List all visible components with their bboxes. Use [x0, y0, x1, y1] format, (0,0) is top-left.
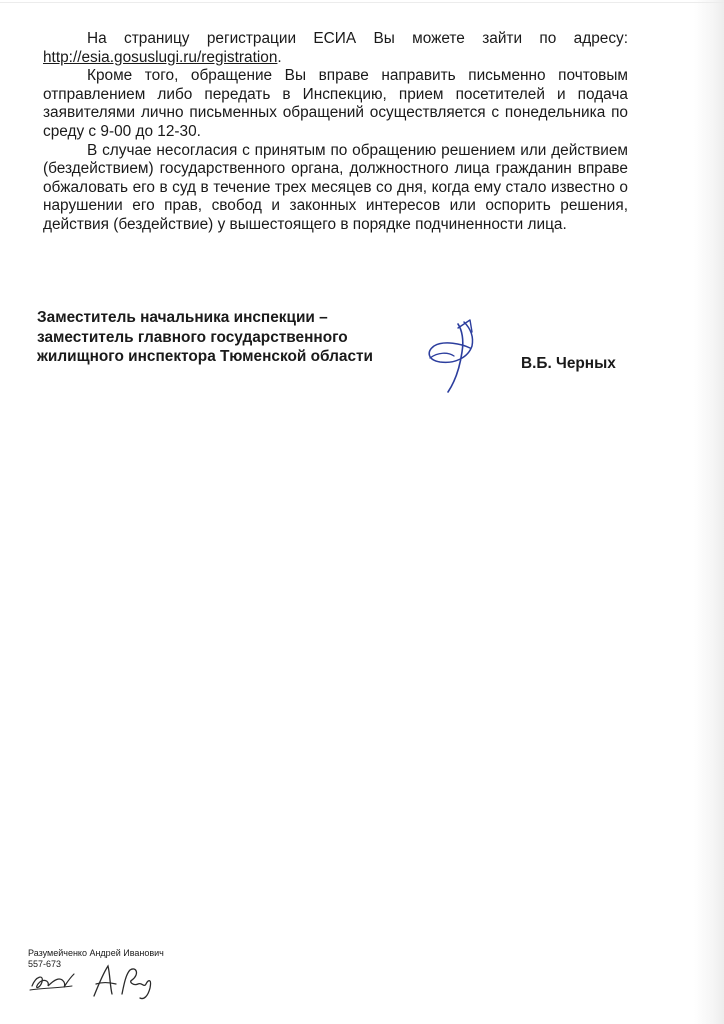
paragraph-registration-end: . — [277, 48, 282, 66]
scan-edge-shadow — [694, 0, 724, 1024]
paragraph-registration — [43, 30, 628, 67]
signer-position-line-3: жилищного инспектора Тюменской области — [37, 348, 374, 365]
signer-position — [37, 308, 377, 367]
paragraph-appeal: В случае несогласия с принятым по обращению решением или действием (бездействием) государственного органа, должностного лица гражданин вправе обжаловать его в суд в течение трех месяцев со дня, когда ему стало известно о нарушении его прав, свобод и законных интересов или оспорить решения, действия (бездействие) у вышестоящего в порядке подчиненности лица. — [43, 141, 628, 233]
executor-signature — [88, 962, 158, 1002]
executor-phone: 557-673 — [28, 959, 62, 969]
scan-artifact-line — [0, 2, 724, 3]
paragraph-registration-text: На страницу регистрации ЕСИА Вы можете зайти по адресу: — [87, 30, 628, 47]
registration-link[interactable]: http://esia.gosuslugi.ru/registration — [43, 48, 278, 66]
initials-signature — [28, 966, 76, 996]
letter-body — [43, 30, 628, 235]
signer-position-line-1: Заместитель начальника инспекции – — [37, 309, 328, 326]
signer-name: В.Б. Черных — [521, 355, 616, 372]
handwritten-signature — [418, 318, 496, 398]
executor-name: Разумейченко Андрей Иванович — [28, 948, 164, 958]
paragraph-submission: Кроме того, обращение Вы вправе направить письменно почтовым отправлением либо передать в Инспекцию, прием посетителей и подача заявителями лично письменных обращений осуществляется с понедельника по среду с 9-00 до 12-30. — [43, 67, 628, 140]
signer-position-line-2: заместитель главного государственного — [37, 328, 348, 346]
